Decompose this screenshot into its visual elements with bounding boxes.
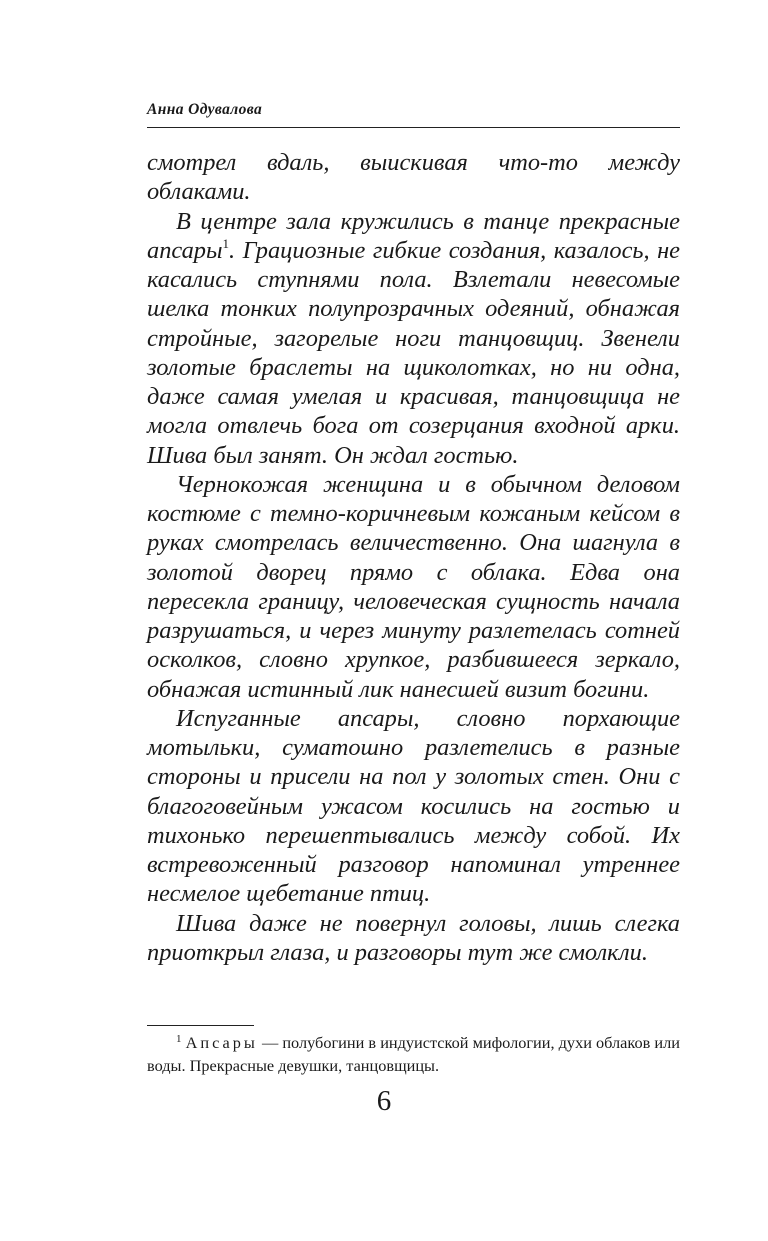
page-number: 6	[376, 1085, 392, 1117]
running-header: Анна Одувалова	[147, 101, 263, 118]
paragraph-3: Чернокожая женщина и в обычном деловом костюме с темно-коричневым кожаным кейсом в руках смотрелась величественно. Она шагнула в золотой дворец прямо с облака. Едва она пересекла границу, человеческая сущность начала разрушаться, и через минуту разлетелась сотней осколков, словно хрупкое, разбившееся зеркало, обнажая истинный лик нанесшей визит богини.	[147, 470, 680, 703]
footnote-text	[147, 1031, 680, 1077]
header-divider	[147, 127, 680, 128]
paragraph-1: смотрел вдаль, выискивая что-то между облаками.	[147, 149, 680, 206]
paragraph-5: Шива даже не повернул головы, лишь слегка приоткрыл глаза, и разговоры тут же смолкли.	[147, 909, 680, 966]
footnote-divider	[147, 1025, 254, 1026]
main-text	[147, 148, 680, 967]
footnote-reference: 1	[222, 235, 229, 251]
paragraph-2	[147, 207, 680, 470]
footnote-mark: 1	[176, 1033, 182, 1045]
paragraph-2-end: . Грациозные гибкие создания, казалось, не касались ступнями пола. Взлетали невесомые шелка тонких полупрозрачных одеяний, обнажая стройные, загорелые ноги танцовщиц. Звенели золотые браслеты на щиколотках, но ни одна, даже самая умелая и красивая, танцовщица не могла отвлечь бога от созерцания входной арки. Шива был занят. Он ждал гостью.	[147, 236, 680, 469]
footnote	[147, 1031, 680, 1077]
footnote-definition: — полубогини в индуистской мифологии, духи облаков или воды. Прекрасные девушки, танцовщицы.	[147, 1033, 680, 1075]
paragraph-4: Испуганные апсары, словно порхающие мотыльки, суматошно разлетелись в разные стороны и присели на пол у золотых стен. Они с благоговейным ужасом косились на гостью и тихонько перешептывались между собой. Их встревоженный разговор напоминал утреннее несмелое щебетание птиц.	[147, 704, 680, 908]
footnote-term: Апсары	[185, 1033, 258, 1052]
paragraph-2-start: В центре зала кружились в танце прекрасные апсары	[147, 207, 680, 264]
